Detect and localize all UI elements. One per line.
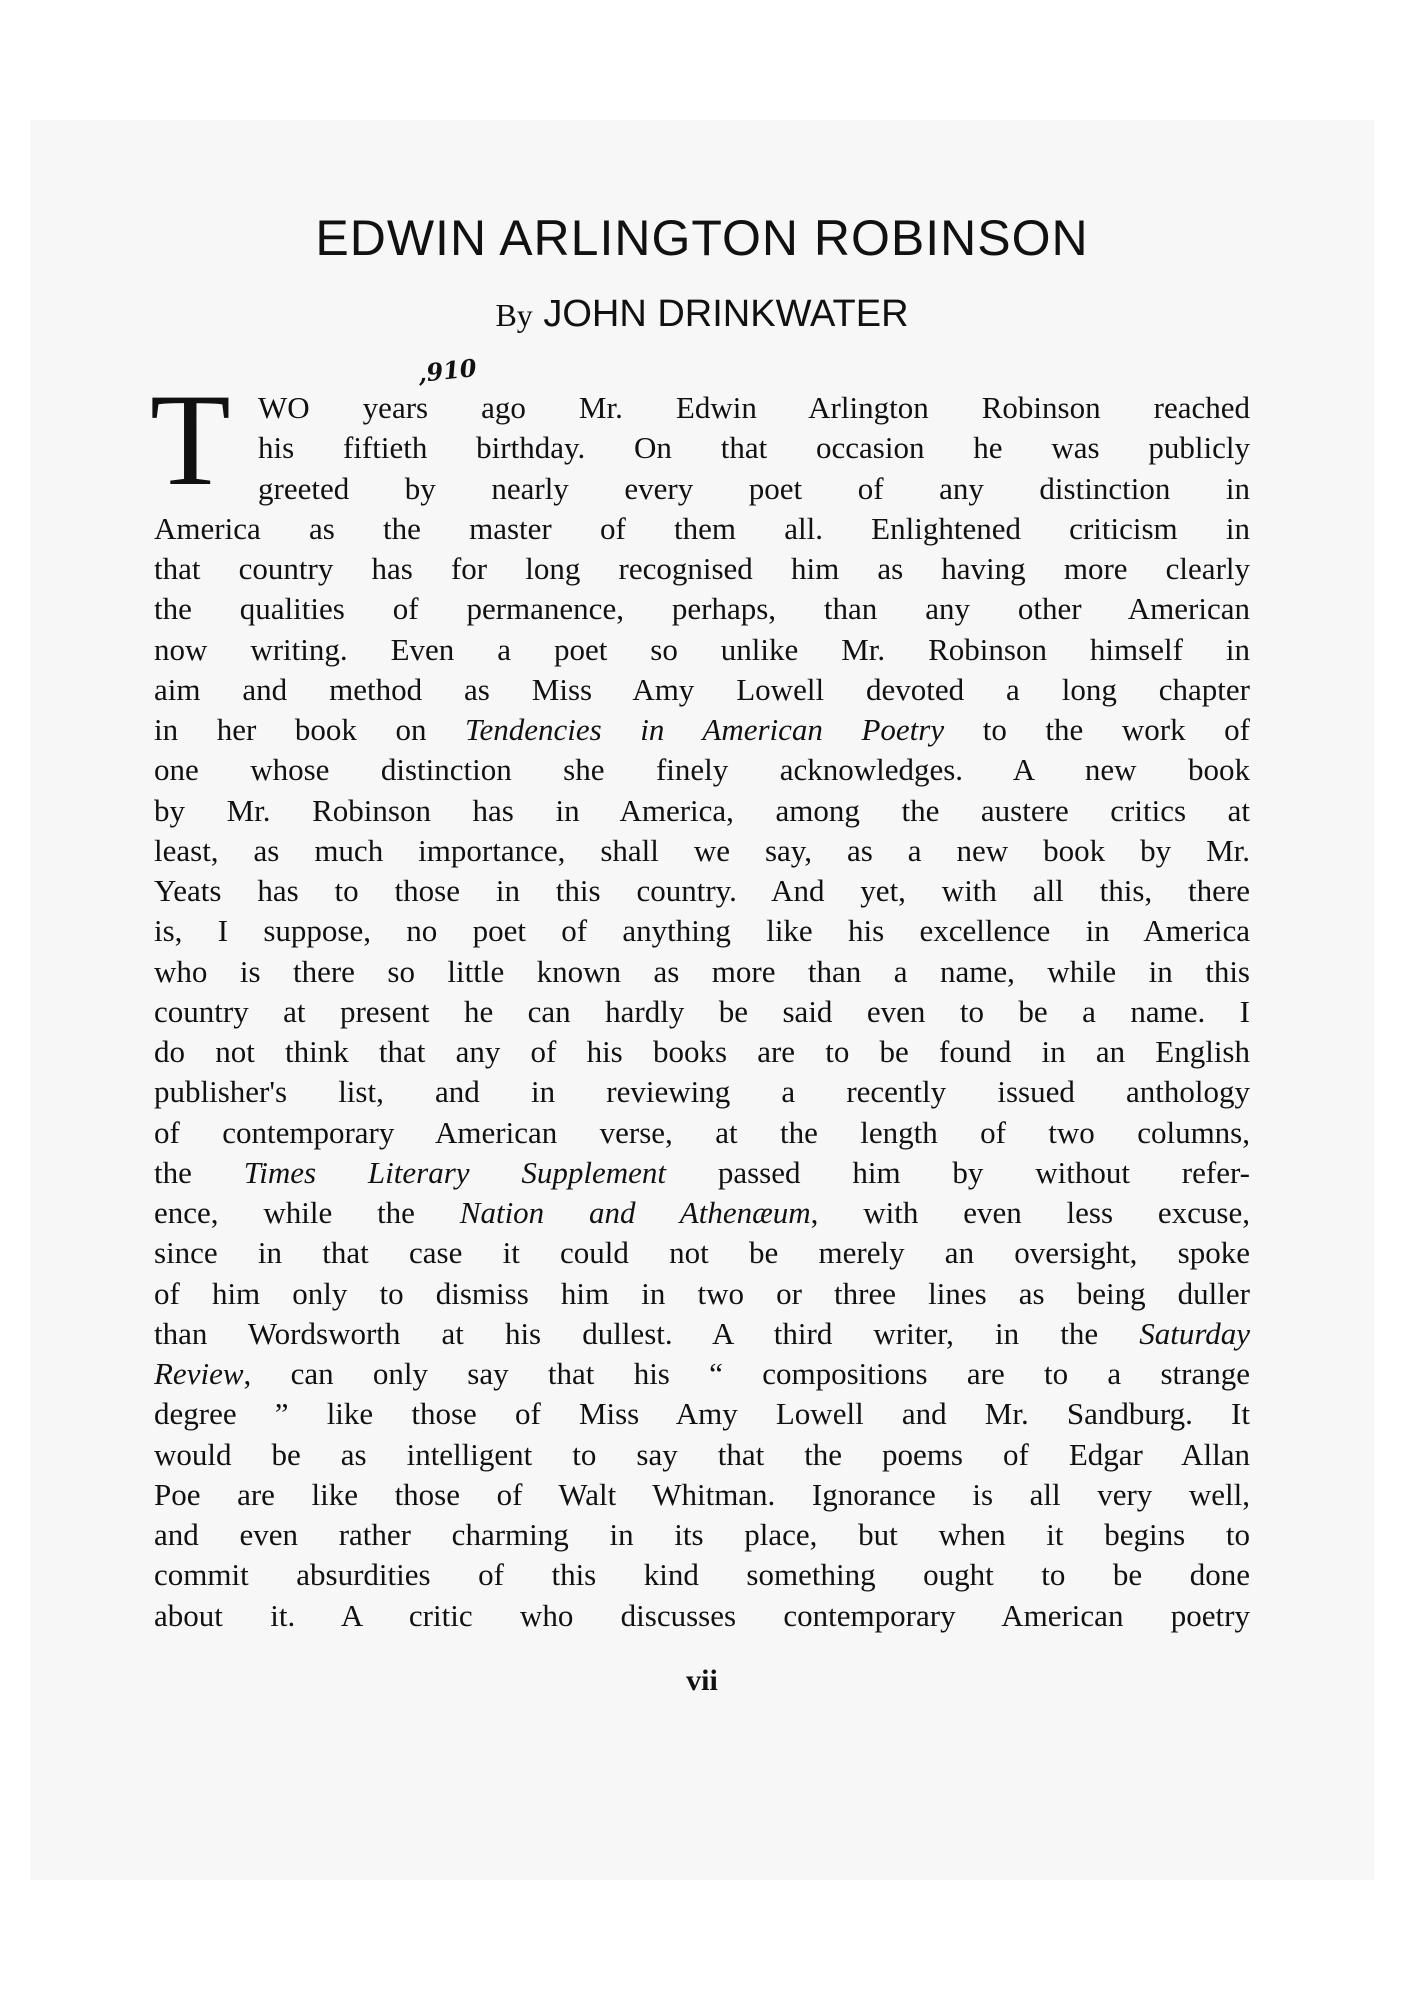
italic-title: Review bbox=[154, 1356, 244, 1391]
body-line bbox=[154, 1314, 1250, 1354]
page-title: EDWIN ARLINGTON ROBINSON bbox=[315, 210, 1089, 266]
italic-title: Times Literary Supplement bbox=[243, 1154, 666, 1190]
text-run: aim and method as Miss Amy Lowell devoted a long chapter bbox=[154, 671, 1250, 707]
body-text bbox=[154, 388, 1250, 1636]
handwritten-annotation: ,910 bbox=[416, 353, 478, 388]
text-run: would be as intelligent to say that the poems of Edgar Allan bbox=[154, 1436, 1250, 1472]
body-line bbox=[154, 750, 1250, 790]
page-number: vii bbox=[686, 1664, 718, 1697]
text-run: degree ” like those of Miss Amy Lowell and Mr. Sandburg. It bbox=[154, 1396, 1250, 1432]
text-run: of contemporary American verse, at the length of two columns, bbox=[154, 1114, 1250, 1150]
body-line bbox=[154, 1274, 1250, 1314]
text-run: now writing. Even a poet so unlike Mr. Robinson himself in bbox=[154, 631, 1250, 667]
italic-title: Saturday bbox=[1139, 1315, 1250, 1351]
text-run: Yeats has to those in this country. And yet, with all this, there bbox=[154, 873, 1250, 908]
text-run: than Wordsworth at his dullest. A third writer, in the bbox=[154, 1315, 1140, 1351]
text-run: commit absurdities of this kind something ought to be done bbox=[154, 1557, 1250, 1593]
body-line bbox=[154, 1193, 1250, 1233]
text-run: , can only say that his “ compositions are to a strange bbox=[243, 1356, 1250, 1391]
body-line bbox=[154, 1233, 1250, 1273]
body-line bbox=[154, 1515, 1250, 1555]
body-line bbox=[154, 791, 1250, 831]
text-run: about it. A critic who discusses contemporary American poetry bbox=[154, 1597, 1250, 1633]
body-line bbox=[154, 1354, 1250, 1394]
author-name: JOHN DRINKWATER bbox=[543, 293, 909, 335]
text-run: America as the master of them all. Enlightened criticism in bbox=[154, 510, 1250, 546]
drop-cap: T bbox=[150, 366, 231, 513]
body-line bbox=[154, 911, 1250, 951]
text-run: that country has for long recognised him as having more clearly bbox=[154, 551, 1250, 586]
body-line bbox=[154, 1596, 1250, 1636]
text-run: greeted by nearly every poet of any distinction in bbox=[258, 470, 1250, 506]
body-line bbox=[258, 388, 1250, 428]
body-line bbox=[154, 1555, 1250, 1595]
body-line bbox=[258, 428, 1250, 468]
body-line bbox=[154, 1153, 1250, 1193]
body-line bbox=[258, 469, 1250, 509]
text-run: his fiftieth birthday. On that occasion he was publicly bbox=[258, 430, 1250, 466]
text-run: ence, while the bbox=[154, 1195, 460, 1230]
text-run: is, I suppose, no poet of anything like his excellence in America bbox=[154, 913, 1250, 949]
body-line bbox=[154, 1475, 1250, 1515]
body-line bbox=[154, 1113, 1250, 1153]
text-run: WO years ago Mr. Edwin Arlington Robinson reached bbox=[258, 390, 1250, 425]
body-line bbox=[154, 1435, 1250, 1475]
text-run: one whose distinction she finely acknowledges. A new book bbox=[154, 752, 1250, 788]
italic-title: Nation and Athenæum bbox=[459, 1195, 811, 1230]
body-line bbox=[154, 871, 1250, 911]
italic-title: Tendencies in American Poetry bbox=[465, 712, 945, 747]
body-line bbox=[154, 710, 1250, 750]
body-line bbox=[154, 831, 1250, 871]
body-line bbox=[154, 589, 1250, 629]
byline-prefix: By bbox=[495, 297, 533, 333]
body-line bbox=[154, 509, 1250, 549]
text-run: Poe are like those of Walt Whitman. Ignorance is all very well, bbox=[154, 1476, 1250, 1512]
body-line bbox=[154, 1072, 1250, 1112]
body-line bbox=[154, 549, 1250, 589]
text-run: least, as much importance, shall we say, as a new book by Mr. bbox=[154, 832, 1250, 868]
body-line bbox=[154, 1032, 1250, 1072]
text-run: to the work of bbox=[944, 712, 1250, 747]
text-run: passed him by without refer- bbox=[666, 1154, 1250, 1190]
body-line bbox=[154, 670, 1250, 710]
byline bbox=[0, 292, 1404, 337]
text-run: the qualities of permanence, perhaps, than any other American bbox=[154, 591, 1250, 627]
body-line bbox=[154, 1394, 1250, 1434]
text-run: publisher's list, and in reviewing a recently issued anthology bbox=[154, 1074, 1250, 1110]
body-line bbox=[154, 952, 1250, 992]
text-run: , with even less excuse, bbox=[810, 1195, 1250, 1230]
text-run: who is there so little known as more than a name, while in this bbox=[154, 953, 1250, 989]
text-run: of him only to dismiss him in two or three lines as being duller bbox=[154, 1275, 1250, 1311]
text-run: by Mr. Robinson has in America, among the austere critics at bbox=[154, 792, 1250, 828]
text-run: do not think that any of his books are to be found in an English bbox=[154, 1034, 1250, 1069]
text-run: in her book on bbox=[154, 712, 466, 747]
body-line bbox=[154, 992, 1250, 1032]
text-run: the bbox=[154, 1154, 244, 1190]
text-run: since in that case it could not be merely an oversight, spoke bbox=[154, 1235, 1250, 1271]
text-run: and even rather charming in its place, but when it begins to bbox=[154, 1517, 1250, 1552]
text-run: country at present he can hardly be said even to be a name. I bbox=[154, 993, 1250, 1029]
body-line bbox=[154, 630, 1250, 670]
